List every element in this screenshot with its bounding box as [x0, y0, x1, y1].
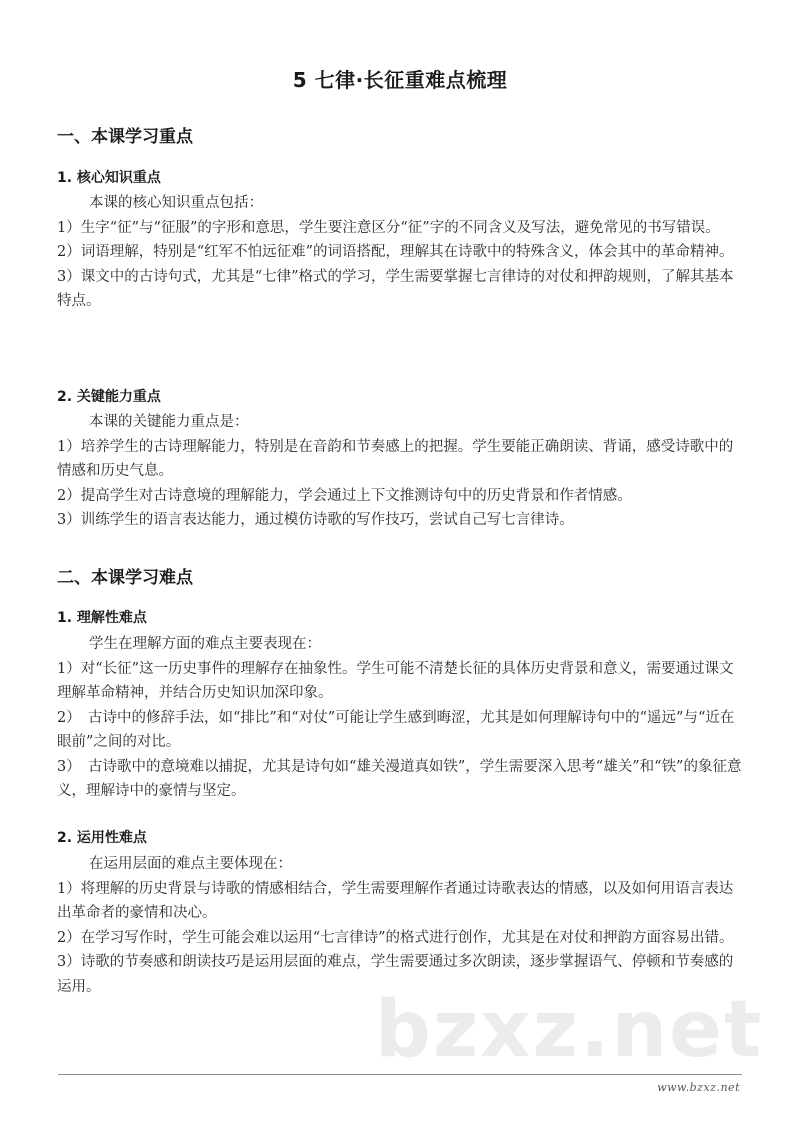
list-item: 2）在学习写作时，学生可能会难以运用“七言律诗”的格式进行创作，尤其是在对仗和押韵方面容易出错。: [57, 929, 734, 946]
subsection-body-key-abilities: [57, 410, 747, 533]
subsection-body-application-difficulties: [57, 852, 747, 999]
subsection-body-comprehension-difficulties: [57, 632, 747, 804]
footer-divider: [58, 1074, 742, 1075]
intro-text: 在运用层面的难点主要体现在：: [89, 856, 292, 872]
list-item: 1）培养学生的古诗理解能力，特别是在音韵和节奏感上的把握。学生要能正确朗读、背诵，感受诗歌中的情感和历史气息。: [57, 438, 734, 479]
list-item: 2） 古诗中的修辞手法，如“排比”和“对仗”可能让学生感到晦涩，尤其是如何理解诗句中的“遥远”与“近在眼前”之间的对比。: [57, 709, 735, 750]
list-item: 1）将理解的历史背景与诗歌的情感相结合，学生需要理解作者通过诗歌表达的情感，以及如何用语言表达出革命者的豪情和决心。: [57, 880, 734, 921]
subsection-body-core-knowledge: [57, 191, 747, 314]
list-item: 3） 古诗歌中的意境难以捕捉，尤其是诗句如“雄关漫道真如铁”，学生需要深入思考“雄关”和“铁”的象征意义，理解诗中的豪情与坚定。: [57, 758, 742, 799]
list-item: 3）训练学生的语言表达能力，通过模仿诗歌的写作技巧，尝试自己写七言律诗。: [57, 512, 574, 528]
list-item: 2）提高学生对古诗意境的理解能力，学会通过上下文推测诗句中的历史背景和作者情感。: [57, 487, 632, 504]
footer-url: www.bzxz.net: [657, 1081, 740, 1094]
subsection-heading-core-knowledge: 1. 核心知识重点: [57, 170, 161, 186]
section-heading-key-points: 一、本课学习重点: [57, 127, 193, 147]
list-item: 3）课文中的古诗句式，尤其是“七律”格式的学习，学生需要掌握七言律诗的对仗和押韵规则，了解其基本特点。: [57, 268, 734, 309]
section-heading-difficulties: 二、本课学习难点: [57, 568, 193, 588]
subsection-heading-key-abilities: 2. 关键能力重点: [57, 389, 161, 405]
list-item: 1）生字“征”与“征服”的字形和意思，学生要注意区分“征”字的不同含义及写法，避免常见的书写错误。: [57, 219, 720, 236]
list-item: 1）对“长征”这一历史事件的理解存在抽象性。学生可能不清楚长征的具体历史背景和意义，需要通过课文理解革命精神，并结合历史知识加深印象。: [57, 660, 734, 701]
subsection-heading-application-difficulties: 2. 运用性难点: [57, 830, 147, 846]
intro-text: 本课的关键能力重点是：: [89, 414, 249, 430]
intro-text: 学生在理解方面的难点主要表现在：: [89, 636, 321, 652]
list-item: 3）诗歌的节奏感和朗读技巧是运用层面的难点，学生需要通过多次朗读，逐步掌握语气、停顿和节奏感的运用。: [57, 954, 734, 995]
watermark: bzxz.net: [375, 985, 764, 1075]
page-title: 5 七律·长征重难点梳理: [292, 68, 508, 92]
intro-text: 本课的核心知识重点包括：: [89, 195, 263, 211]
list-item: 2）词语理解，特别是“红军不怕远征难”的词语搭配，理解其在诗歌中的特殊含义，体会其中的革命精神。: [57, 244, 734, 260]
subsection-heading-comprehension-difficulties: 1. 理解性难点: [57, 610, 147, 626]
